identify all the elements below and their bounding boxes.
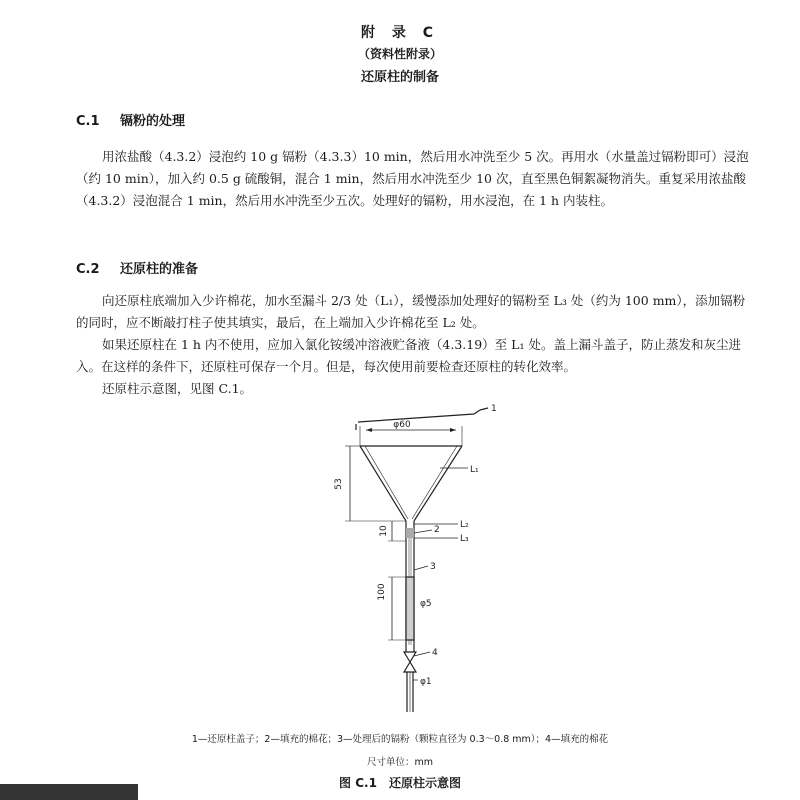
section-heading-text: 镉粉的处理 [120,114,186,129]
taskbar-fragment [0,784,138,800]
callout-2: 2 [434,525,440,535]
figure-caption: 1—还原柱盖子；2—填充的棉花；3—处理后的镉粉（颗粒直径为 0.3～0.8 mm）；4—填充的棉花 [191,734,609,745]
level-l3-label: L₃ [460,534,469,544]
paragraph: 向还原柱底端加入少许棉花，加水至漏斗 2/3 处（L₁），缓慢添加处理好的镉粉至 L₃ 处（约为 100 mm），添加镉粉的同时，应不断敲打柱子使其填实，最后，在上端加入少许棉花至 L₂ 处。 [76,293,746,330]
appendix-subtitle: （资料性附录） [357,47,442,61]
callout-1: 1 [491,404,497,414]
dim-column-length: 100 [377,583,387,601]
section-number: C.1 [76,114,100,129]
level-l2-label: L₂ [460,520,469,530]
funnel-right-wall [414,446,462,521]
paragraph: 还原柱示意图，见图 C.1。 [102,381,253,396]
appendix-title: 附 录 C [360,25,440,41]
dim-funnel-diameter: φ60 [393,420,411,430]
dim-funnel-height: 53 [334,478,344,490]
callout-3: 3 [430,562,436,572]
lid-callout-line [480,408,488,410]
callout-4: 4 [432,648,438,658]
dim-outlet-diameter: φ1 [420,677,432,687]
dim-neck-length: 10 [379,525,389,537]
dim-column-diameter: φ5 [420,599,432,609]
figure-title: 图 C.1 还原柱示意图 [339,776,461,790]
paragraph: 如果还原柱在 1 h 内不使用，应加入氯化铵缓冲溶液贮备液（4.3.19）至 L₁ 处。盖上漏斗盖子，防止蒸发和灰尘进入。在这样的条件下，还原柱可保存一个月。但是，每次使用前要检查还原柱的转化效率。 [76,337,741,374]
cotton-packing-top [406,528,414,538]
paragraph: 用浓盐酸（4.3.2）浸泡约 10 g 镉粉（4.3.3）10 min，然后用水冲洗至少 5 次。再用水（水量盖过镉粉即可）浸泡（约 10 min），加入约 0.5 g 硫酸铜，混合 1 min，然后用水冲洗至少 10 次，直至黑色铜絮凝物消失。重复采用浓盐酸（4.3.2）浸泡混合 1 min，然后用水冲洗至少五次。处理好的镉粉，用水浸泡，在 1 h 内装柱。 [76,149,749,208]
section-number: C.2 [76,262,100,277]
section-heading-text: 还原柱的准备 [120,262,199,277]
appendix-doc-title: 还原柱的制备 [360,70,439,85]
figure-unit: 尺寸单位：mm [366,757,433,768]
lid [358,410,480,422]
stopcock [404,652,416,672]
cadmium-packing [406,577,414,640]
level-l1-label: L₁ [470,465,479,475]
funnel-left-wall [360,446,406,521]
